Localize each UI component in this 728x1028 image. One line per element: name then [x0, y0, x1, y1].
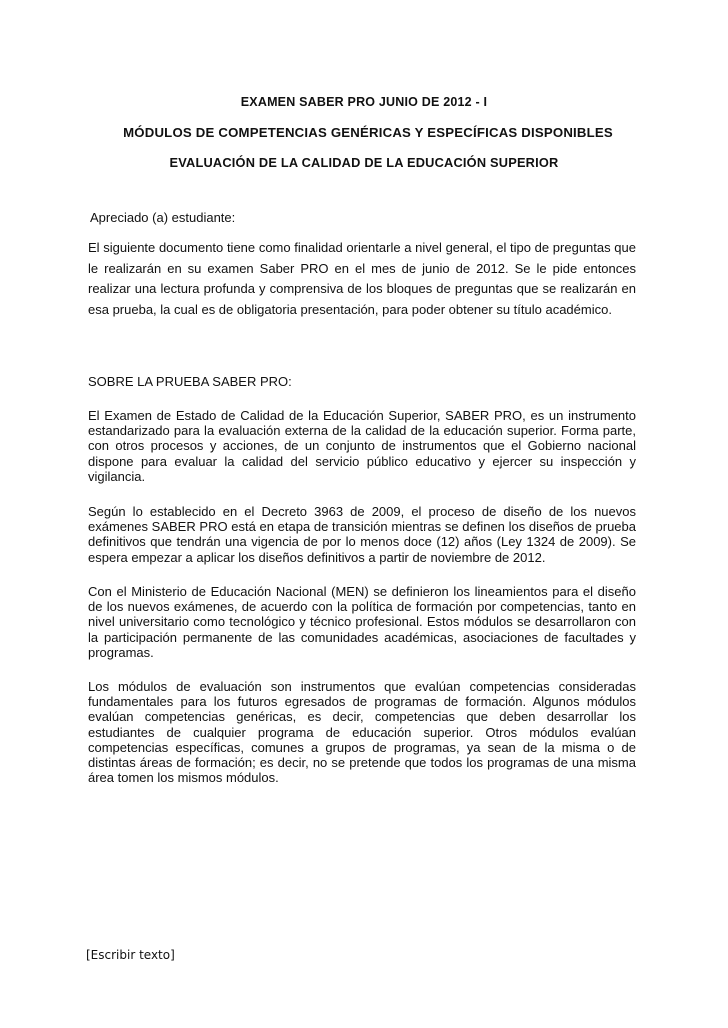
footer-placeholder[interactable]: [Escribir texto] [86, 948, 175, 962]
body-paragraph: El Examen de Estado de Calidad de la Educación Superior, SABER PRO, es un instrumento estandarizado para la evaluación externa de la calidad de la educación superior. Forma parte, con otros procesos y acciones, de un conjunto de instrumentos que el Gobierno nacional dispone para evaluar la calidad del servicio público educativo y ejercer su inspección y vigilancia. [88, 408, 636, 484]
document-subtitle: MÓDULOS DE COMPETENCIAS GENÉRICAS Y ESPECÍFICAS DISPONIBLES [123, 125, 613, 140]
greeting: Apreciado (a) estudiante: [90, 210, 236, 225]
intro-paragraph: El siguiente documento tiene como finalidad orientarle a nivel general, el tipo de preguntas que le realizarán en su examen Saber PRO en el mes de junio de 2012. Se le pide entonces realizar una lectura profunda y comprensiva de los bloques de preguntas que se realizarán en esa prueba, la cual es de obligatoria presentación, para poder obtener su título académico. [88, 240, 636, 317]
body-paragraph: Los módulos de evaluación son instrumentos que evalúan competencias consideradas fundamentales para los futuros egresados de programas de formación. Algunos módulos evalúan competencias genéricas, es decir, competencias que deben desarrollar los estudiantes de cualquier programa de educación superior. Otros módulos evalúan competencias específicas, comunes a grupos de programas, ya sean de la misma o de distintas áreas de formación; es decir, no se pretende que todos los programas de una misma área tomen los mismos módulos. [88, 679, 636, 786]
document-title: EXAMEN SABER PRO JUNIO DE 2012 - I [240, 95, 488, 109]
section-heading: SOBRE LA PRUEBA SABER PRO: [88, 374, 292, 389]
body-paragraph: Con el Ministerio de Educación Nacional (MEN) se definieron los lineamientos para el diseño de los nuevos exámenes, de acuerdo con la política de formación por competencias, tanto en nivel universitario como tecnológico y técnico profesional. Estos módulos se desarrollaron con la participación permanente de las comunidades académicas, asociaciones de facultades y programas. [88, 584, 636, 660]
body-paragraph: Según lo establecido en el Decreto 3963 de 2009, el proceso de diseño de los nuevos exámenes SABER PRO está en etapa de transición mientras se definen los diseños de prueba definitivos que tendrán una vigencia de por lo menos doce (12) años (Ley 1324 de 2009). Se espera empezar a aplicar los diseños definitivos a partir de noviembre de 2012. [88, 504, 636, 565]
document-subtitle-secondary: EVALUACIÓN DE LA CALIDAD DE LA EDUCACIÓN SUPERIOR [169, 155, 559, 170]
